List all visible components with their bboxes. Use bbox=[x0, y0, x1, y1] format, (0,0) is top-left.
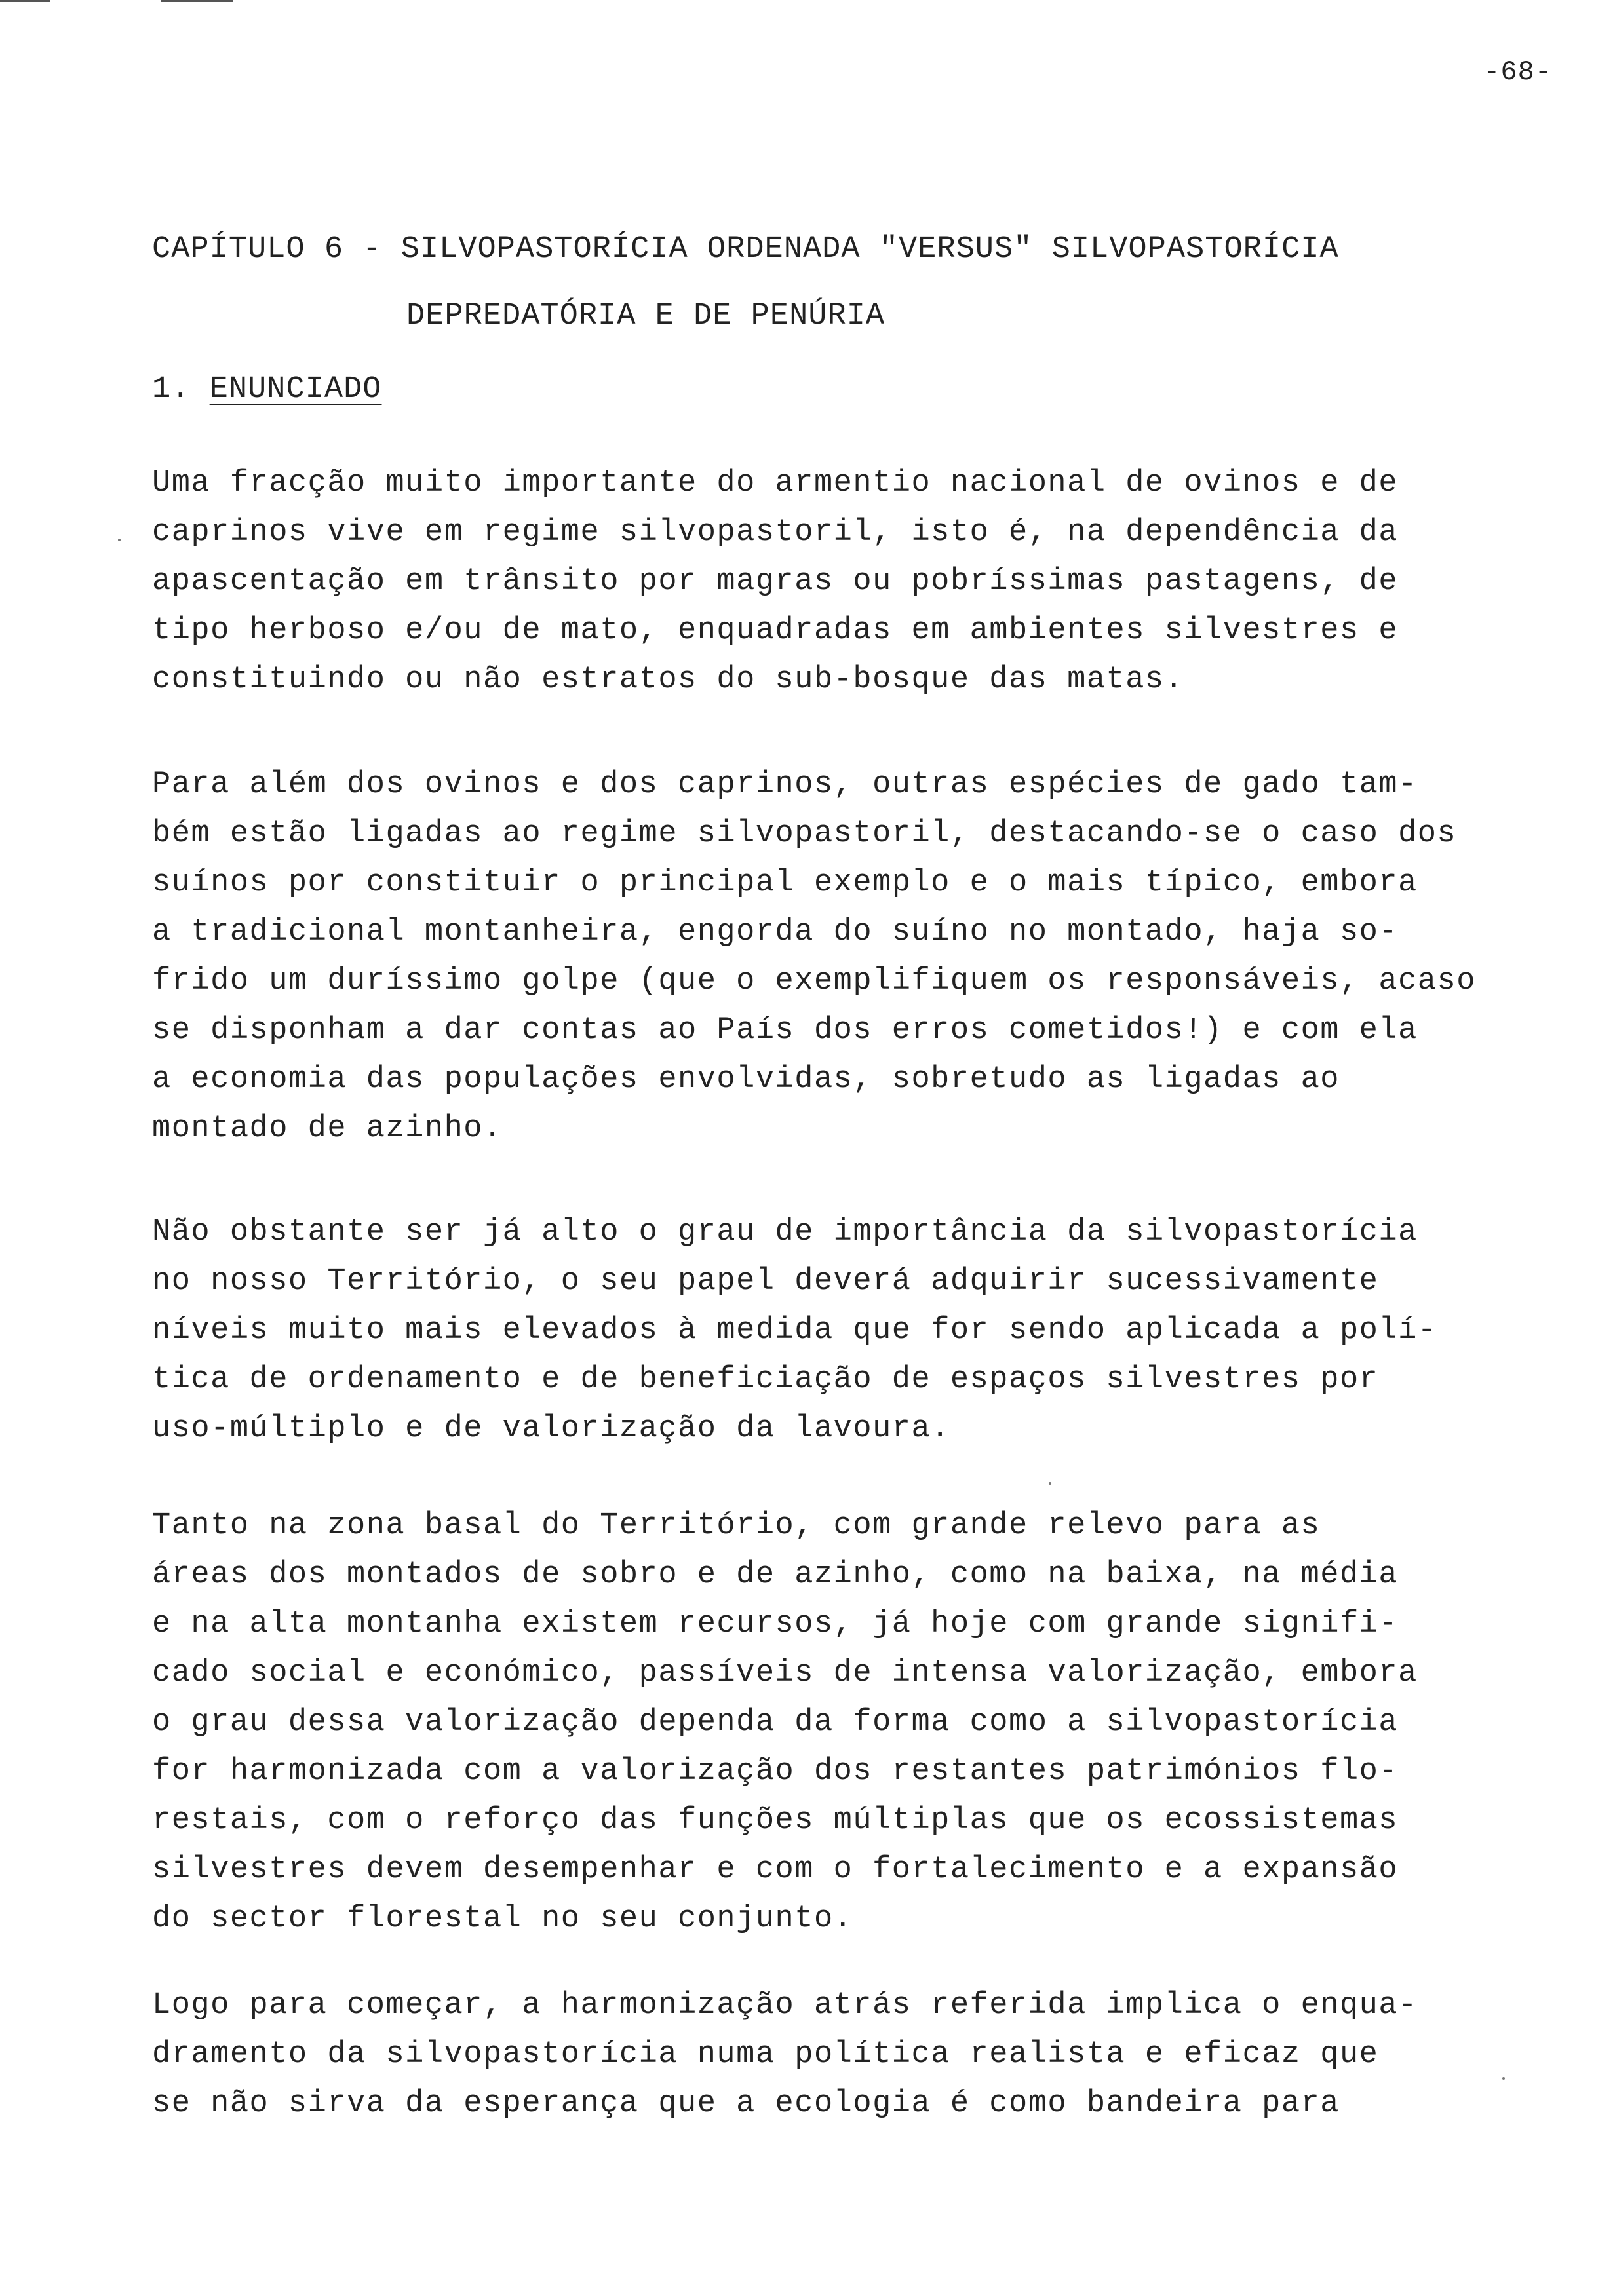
chapter-title-line-2: DEPREDATÓRIA E DE PENÚRIA bbox=[406, 299, 885, 334]
top-rule-left bbox=[0, 0, 50, 2]
paragraph-2: Para além dos ovinos e dos caprinos, outras espécies de gado tam- bém estão ligadas ao regime silvopastoril, destacando-se o caso dos suínos por constituir o principal exemplo e o mais típico, embora a tradicional montanheira, engorda do suíno no montado, haja so- frido um duríssimo golpe (que o exemplifiquem os responsáveis, acaso se disponham a dar contas ao País dos erros cometidos!) e com ela a economia das populações envolvidas, sobretudo as ligadas ao montado de azinho. bbox=[152, 767, 1476, 1146]
paragraph-4: Tanto na zona basal do Território, com grande relevo para as áreas dos montados de sobro e de azinho, como na baixa, na média e na alta montanha existem recursos, já hoje com grande signifi- cado social e económico, passíveis de intensa valorização, embora o grau dessa valorização dependa da forma como a silvopastorícia for harmonizada com a valorização dos restantes patrimónios flo- restais, com o reforço das funções múltiplas que os ecossistemas silvestres devem desempenhar e com o fortalecimento e a expansão do sector florestal no seu conjunto. bbox=[152, 1508, 1418, 1936]
section-number: 1. bbox=[152, 372, 191, 407]
paragraph-1: Uma fracção muito importante do armentio nacional de ovinos e de caprinos vive em regime silvopastoril, isto é, na dependência da apascentação em trânsito por magras ou pobríssimas pastagens, de tipo herboso e/ou de mato, enquadradas em ambientes silvestres e constituindo ou não estratos do sub-bosque das matas. bbox=[152, 466, 1399, 697]
paragraph-5: Logo para começar, a harmonização atrás referida implica o enqua- dramento da silvopastorícia numa política realista e eficaz que se não sirva da esperança que a ecologia é como bandeira para bbox=[152, 1988, 1418, 2121]
page-number: -68- bbox=[1483, 56, 1552, 88]
section-heading bbox=[152, 372, 381, 407]
section-title: ENUNCIADO bbox=[209, 372, 382, 407]
chapter-title-line-1: CAPÍTULO 6 - SILVOPASTORÍCIA ORDENADA "VERSUS" SILVOPASTORÍCIA bbox=[152, 232, 1339, 267]
top-rule-right bbox=[161, 0, 233, 2]
scan-speck bbox=[1502, 2077, 1505, 2080]
scan-speck bbox=[118, 539, 121, 541]
scan-speck bbox=[1049, 1482, 1051, 1485]
paragraph-3: Não obstante ser já alto o grau de importância da silvopastorícia no nosso Território, o seu papel deverá adquirir sucessivamente níveis muito mais elevados à medida que for sendo aplicada a polí- tica de ordenamento e de beneficiação de espaços silvestres por uso-múltiplo e de valorização da lavoura. bbox=[152, 1215, 1437, 1446]
chapter-title bbox=[152, 216, 1339, 350]
